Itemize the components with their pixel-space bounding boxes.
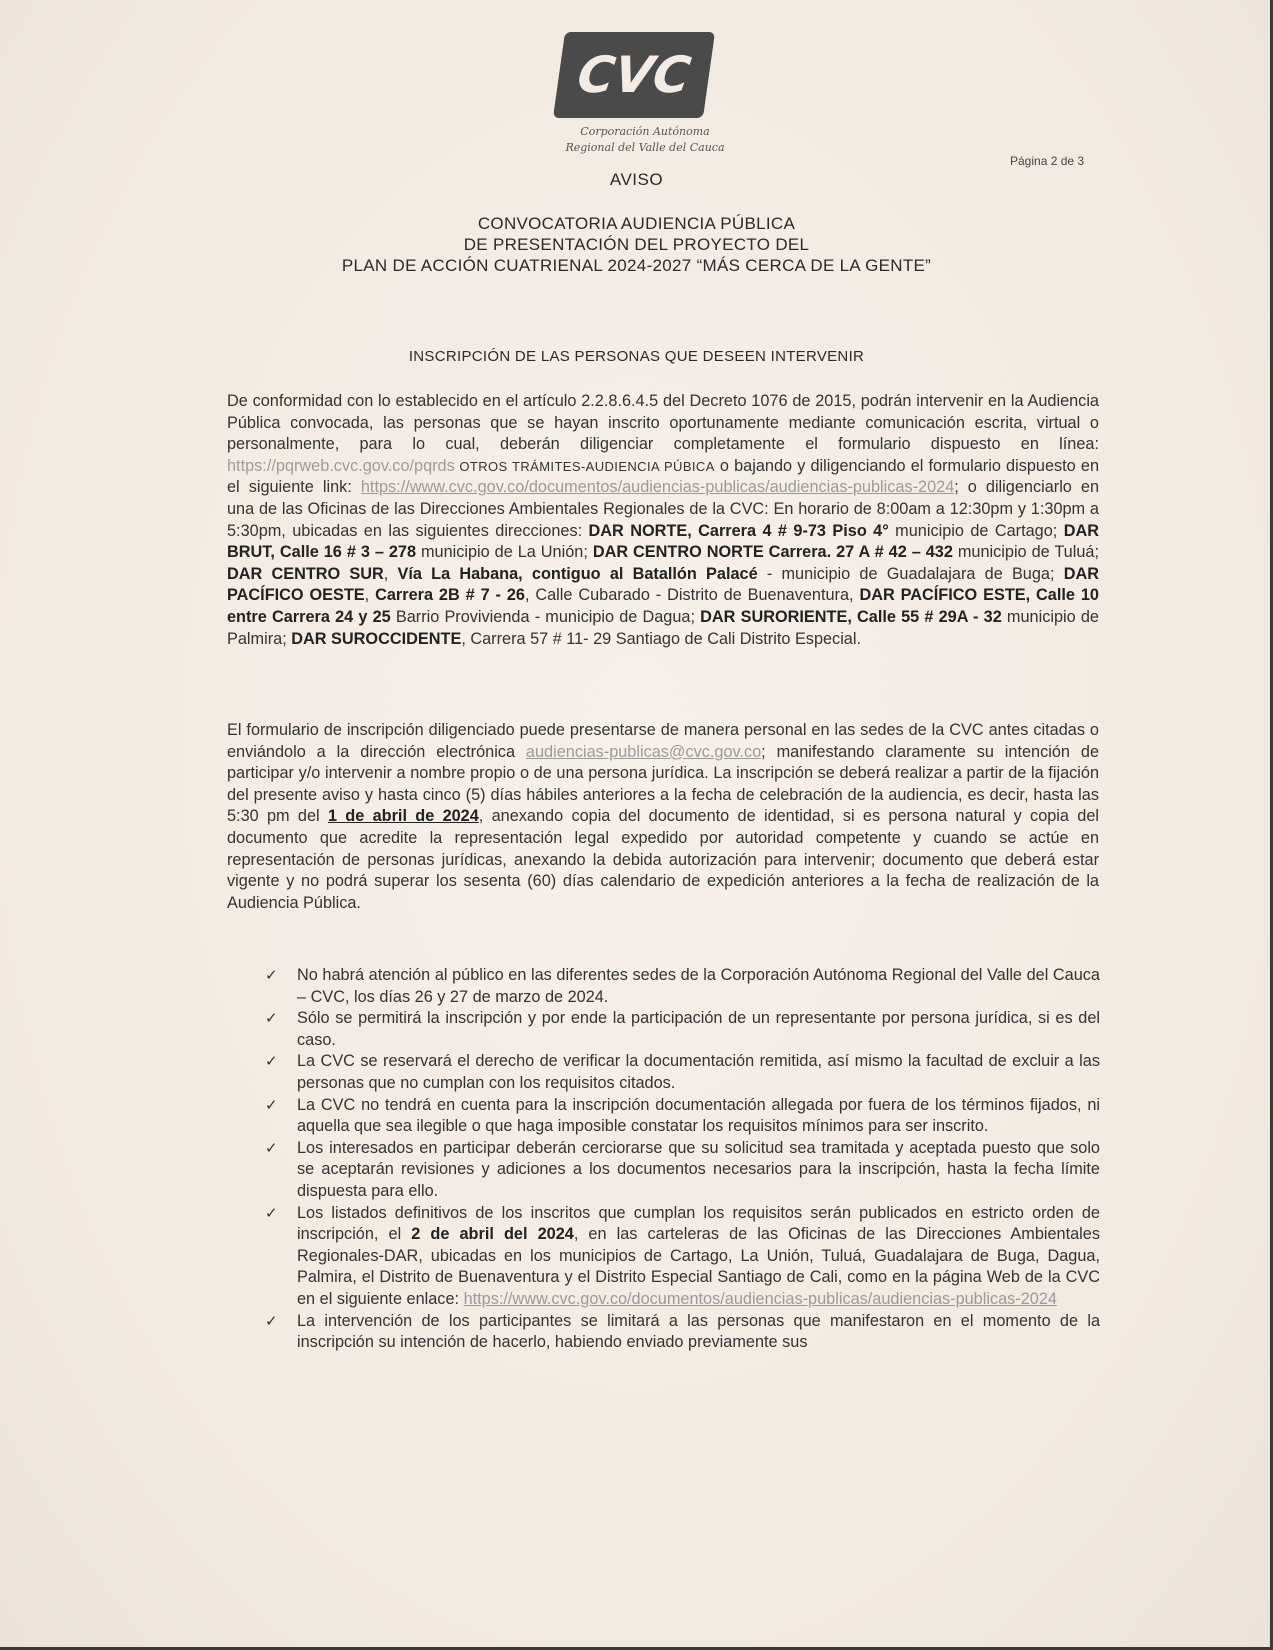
- title-line-3: PLAN DE ACCIÓN CUATRIENAL 2024-2027 “MÁS CERCA DE LA GENTE”: [341, 256, 932, 275]
- p1-text: ,: [383, 564, 398, 583]
- notice-label: AVISO: [609, 170, 664, 189]
- p1-text: - municipio de Guadalajara de Buga;: [757, 564, 1064, 583]
- dar-suroccidente: DAR SUROCCIDENTE: [291, 629, 462, 648]
- cvc-logo-letters: CVC: [573, 45, 695, 104]
- p1-text: ; o diligenciarlo en una de las Oficinas de las Direcciones Ambientales Regionales de la CVC: En horario de 8:00am a 12:30pm y 1:30pm a 5:30pm, ubicadas en las siguientes direcciones:: [227, 478, 1099, 540]
- list-item: [260, 1311, 1100, 1354]
- conditions-list: [260, 965, 1100, 1354]
- list-item: [260, 1203, 1100, 1311]
- check-icon: ✓: [265, 1312, 278, 1330]
- list-item: [260, 1095, 1100, 1138]
- cvc-logo-subtitle-line1: Corporación Autónoma: [580, 125, 710, 138]
- check-icon: ✓: [265, 1139, 278, 1157]
- list-item: [260, 1051, 1100, 1094]
- check-icon: ✓: [265, 1010, 278, 1028]
- dar-pacifico-oeste-address: Carrera 2B # 7 - 26: [375, 586, 525, 605]
- paragraph-registration: [227, 391, 1099, 650]
- list-item-text: Sólo se permitirá la inscripción y por ende la participación de un representante por persona jurídica, si es del caso.: [297, 1009, 1100, 1049]
- list-item-text: La intervención de los participantes se limitará a las personas que manifestaron en el momento de la inscripción su intención de hacerlo, habiendo enviado previamente sus: [297, 1311, 1100, 1352]
- list-item-text: No habrá atención al público en las diferentes sedes de la Corporación Autónoma Regional del Valle del Cauca – CVC, los días 26 y 27 de marzo de 2024.: [297, 966, 1100, 1006]
- p2-text: , anexando copia del documento de identidad, si es persona natural y copia del documento que acredite la representación legal expedido por autoridad competente y cuando se actúe en representación de personas jurídicas, anexando la debida autorización para intervenir; documento que deberá estar vigente y no podrá superar los sesenta (60) días calendario de expedición anteriores a la fecha de realización de la Audiencia Pública.: [227, 807, 1100, 912]
- p1-text: Barrio Provivienda - municipio de Dagua;: [390, 607, 701, 626]
- dar-pacifico-este: DAR PACÍFICO ESTE, Calle 10 entre Carrera 24 y 25: [227, 586, 1099, 626]
- check-icon: ✓: [265, 967, 278, 984]
- cvc-logo-badge: [553, 32, 715, 118]
- dar-norte: DAR NORTE, Carrera 4 # 9-73 Piso 4°: [588, 521, 889, 540]
- document-title: [0, 213, 1273, 276]
- dar-suroriente: DAR SURORIENTE, Calle 55 # 29A - 32: [700, 607, 1002, 626]
- p1-text: municipio de La Unión;: [416, 543, 593, 562]
- p1-text: , Calle Cubarado - Distrito de Buenaventura,: [524, 586, 860, 605]
- p1-text: ,: [364, 586, 376, 605]
- check-icon: ✓: [265, 1204, 278, 1222]
- p2-text: ; manifestando claramente su intención de participar y/o intervenir a nombre propio o de una persona jurídica. La inscripción se deberá realizar a partir de la fijación del presente aviso y hasta cinco (5) días hábiles anteriores a la fecha de celebración de la audiencia, es decir, hasta las 5:30 pm del: [227, 742, 1099, 826]
- p1-text: municipio de Tuluá;: [952, 543, 1099, 562]
- p1-text: , Carrera 57 # 11- 29 Santiago de Cali Distrito Especial.: [461, 629, 862, 648]
- p1-text: o bajando y diligenciando el formulario dispuesto en el siguiente link:: [227, 456, 1099, 497]
- page-number: Página 2 de 3: [1010, 154, 1085, 168]
- p1-text: municipio de Palmira;: [227, 607, 1099, 648]
- pqrds-link[interactable]: https://pqrweb.cvc.gov.co/pqrds: [227, 456, 455, 475]
- publication-date: 2 de abril del 2024: [411, 1225, 574, 1244]
- dar-centro-norte: DAR CENTRO NORTE Carrera. 27 A # 42 – 432: [592, 543, 953, 562]
- p1-text: De conformidad con lo establecido en el artículo 2.2.8.6.4.5 del Decreto 1076 de 2015, podrán intervenir en la Audiencia Pública convocada, las personas que se hayan inscrito oportunamente mediante comunicación escrita, virtual o personalmente, para lo cual, deberán diligenciar completamente el formulario dispuesto en línea:: [227, 392, 1099, 454]
- list-item-text: Los listados definitivos de los inscritos que cumplan los requisitos serán publicados en estricto orden de inscripción, el: [297, 1203, 1100, 1244]
- list-item-text: Los interesados en participar deberán cerciorarse que su solicitud sea tramitada y aceptada puesto que solo se aceptarán revisiones y adiciones a los documentos necesarios para la inscripción, hasta la fecha límite dispuesta para ello.: [297, 1138, 1100, 1200]
- check-icon: ✓: [265, 1053, 278, 1071]
- audiencias-link[interactable]: https://www.cvc.gov.co/documentos/audiencias-publicas/audiencias-publicas-2024: [360, 478, 955, 497]
- title-line-2: DE PRESENTACIÓN DEL PROYECTO DEL: [463, 235, 810, 254]
- registration-deadline: 1 de abril de 2024: [327, 807, 479, 826]
- contact-email-link[interactable]: audiencias-publicas@cvc.gov.co: [525, 742, 762, 761]
- list-item-text: La CVC se reservará el derecho de verificar la documentación remitida, así mismo la facultad de excluir a las personas que no cumplan con los requisitos citados.: [297, 1052, 1100, 1092]
- cvc-logo-mark: [559, 40, 709, 110]
- list-item-text: La CVC no tendrá en cuenta para la inscripción documentación allegada por fuera de los términos fijados, ni aquella que sea ilegible o que haga imposible constatar los requisitos mínimos para ser inscrito.: [297, 1095, 1100, 1136]
- dar-pacifico-oeste: DAR PACÍFICO OESTE: [227, 564, 1099, 605]
- cvc-logo: [555, 32, 735, 156]
- dar-centro-sur-address: Vía La Habana, contiguo al Batallón Palacé: [397, 564, 758, 583]
- cvc-logo-subtitle: [555, 124, 735, 156]
- section-heading: INSCRIPCIÓN DE LAS PERSONAS QUE DESEEN INTERVENIR: [408, 348, 865, 365]
- cvc-logo-subtitle-line2: Regional del Valle del Cauca: [565, 141, 725, 154]
- p1-text: municipio de Cartago;: [888, 521, 1064, 540]
- dar-brut: DAR BRUT, Calle 16 # 3 – 278: [227, 521, 1099, 562]
- dar-centro-sur: DAR CENTRO SUR: [227, 564, 384, 583]
- publication-link[interactable]: https://www.cvc.gov.co/documentos/audiencias-publicas/audiencias-publicas-2024: [463, 1289, 1057, 1308]
- paragraph-submission: [227, 720, 1099, 914]
- list-item-text: , en las carteleras de las Oficinas de las Direcciones Ambientales Regionales-DAR, ubicadas en los municipios de Cartago, La Unión, Tuluá, Guadalajara de Buga, Dagua, Palmira, el Distrito de Buenaventura y el Distrito Especial Santiago de Cali, como en la página Web de la CVC en el siguiente enlace:: [297, 1225, 1100, 1308]
- list-item: [260, 965, 1100, 1008]
- p1-tramites: OTROS TRÁMITES-AUDIENCIA PÚBICA: [454, 458, 715, 474]
- check-icon: ✓: [265, 1096, 278, 1114]
- title-line-1: CONVOCATORIA AUDIENCIA PÚBLICA: [477, 214, 796, 233]
- p2-text: El formulario de inscripción diligenciado puede presentarse de manera personal en las sedes de la CVC antes citadas o enviándolo a la dirección electrónica: [227, 721, 1099, 761]
- list-item: [260, 1138, 1100, 1203]
- list-item: [260, 1008, 1100, 1051]
